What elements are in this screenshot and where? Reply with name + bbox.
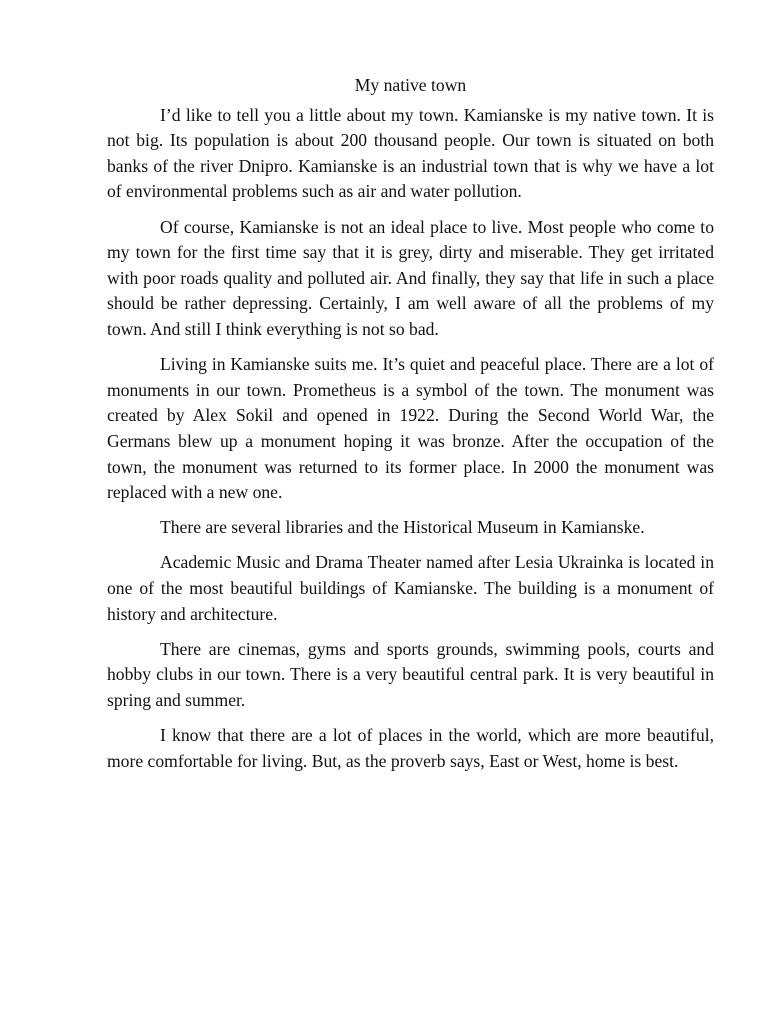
paragraph-libraries: There are several libraries and the Historical Museum in Kamianske.	[160, 517, 645, 538]
paragraph-theater: Academic Music and Drama Theater named after Lesia Ukrainka is located in one of the most beautiful buildings of Kamianske. The building is a monument of history and architecture.	[107, 552, 714, 624]
paragraph-intro: I’d like to tell you a little about my town. Kamianske is my native town. It is not big. Its population is about 200 thousand people. Our town is situated on both banks of the river Dnipro. Kamianske is an industrial town that is why we have a lot of environmental problems such as air and water pollution.	[107, 104, 714, 202]
document-title: My native town	[354, 75, 467, 95]
paragraph-monuments: Living in Kamianske suits me. It’s quiet and peaceful place. There are a lot of monuments in our town. Prometheus is a symbol of the town. The monument was created by Alex Sokil and opened in 1922. During the Second World War, the Germans blew up a monument hoping it was bronze. After the occupation of the town, the monument was returned to its former place. In 2000 the monument was replaced with a new one.	[107, 354, 714, 503]
paragraph-problems: Of course, Kamianske is not an ideal place to live. Most people who come to my town for the first time say that it is grey, dirty and miserable. They get irritated with poor roads quality and polluted air. And finally, they say that life in such a place should be rather depressing. Certainly, I am well aware of all the problems of my town. And still I think everything is not so bad.	[107, 216, 714, 339]
paragraph-leisure: There are cinemas, gyms and sports grounds, swimming pools, courts and hobby clubs in our town. There is a very beautiful central park. It is very beautiful in spring and summer.	[107, 638, 714, 711]
paragraph-conclusion: I know that there are a lot of places in the world, which are more beautiful, more comfortable for living. But, as the proverb says, East or West, home is best.	[107, 725, 714, 771]
document-page	[107, 73, 714, 784]
